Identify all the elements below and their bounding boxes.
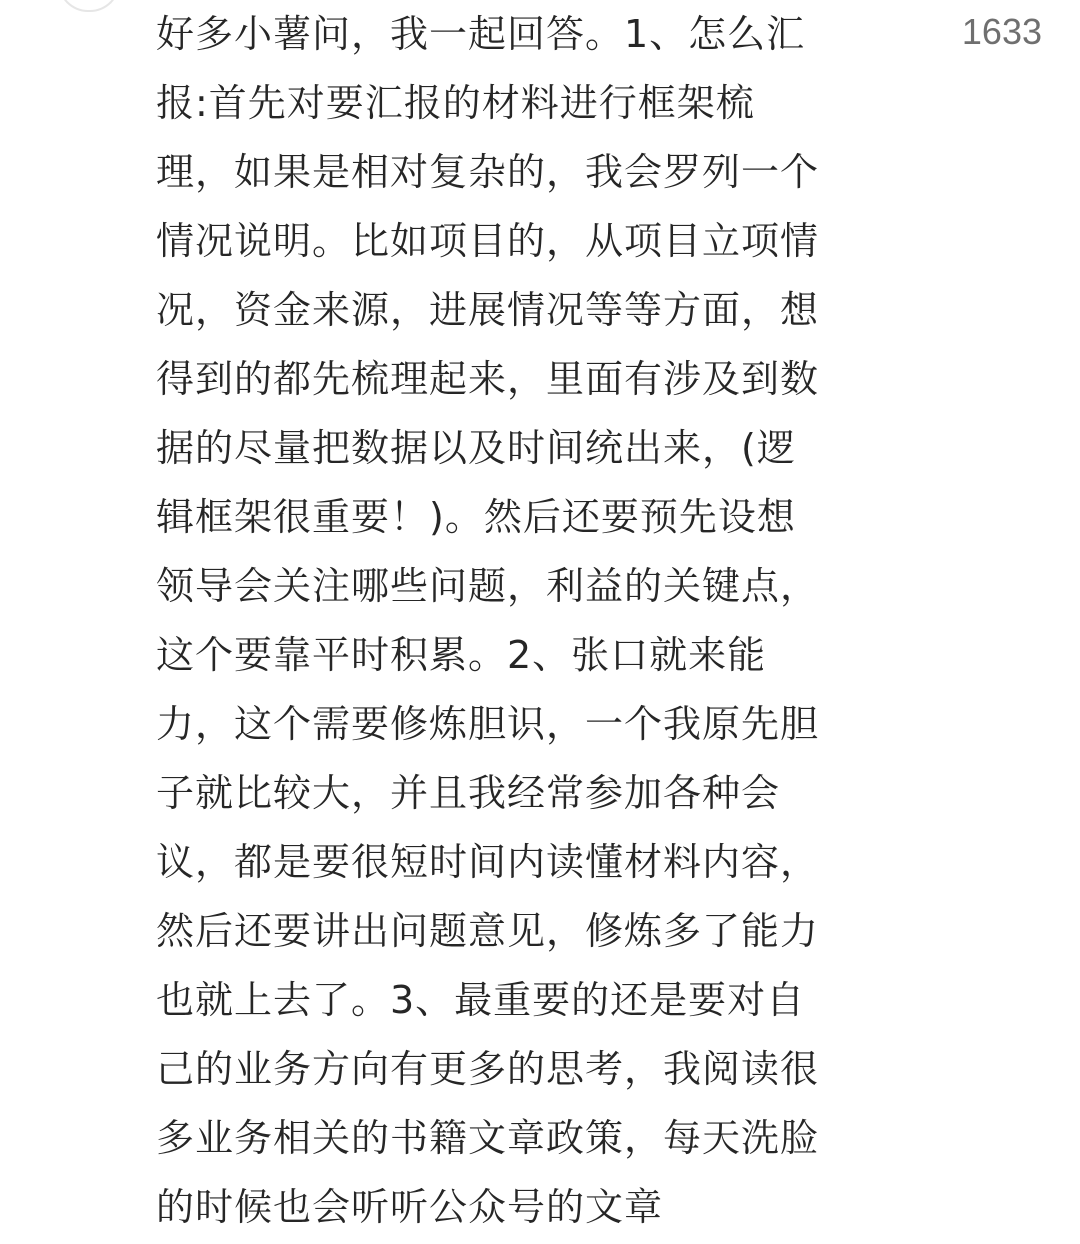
comment-line: 理，如果是相对复杂的，我会罗列一个: [156, 150, 820, 194]
comment-line: 议，都是要很短时间内读懂材料内容，: [156, 840, 820, 884]
comment-text: [156, 0, 916, 1242]
comment-line: 得到的都先梳理起来，里面有涉及到数: [156, 357, 820, 401]
comment-line: 领导会关注哪些问题，利益的关键点，: [156, 564, 820, 608]
comment-line: 然后还要讲出问题意见，修炼多了能力: [156, 909, 820, 953]
comment-line: 辑框架很重要！)。然后还要预先设想: [156, 495, 796, 539]
avatar[interactable]: [58, 0, 120, 12]
comment-line: 子就比较大，并且我经常参加各种会: [156, 771, 781, 815]
comment-line: 据的尽量把数据以及时间统出来，(逻: [156, 426, 796, 470]
comment-line: 力，这个需要修炼胆识，一个我原先胆: [156, 702, 820, 746]
comment-line: 报:首先对要汇报的材料进行框架梳: [156, 81, 755, 125]
comment-line: 好多小薯问，我一起回答。1、怎么汇: [156, 12, 806, 56]
like-count[interactable]: 1633: [961, 11, 1042, 52]
comment-line: 况，资金来源，进展情况等等方面，想: [156, 288, 820, 332]
comment-line: 也就上去了。3、最重要的还是要对自: [156, 978, 806, 1022]
comment-line: 多业务相关的书籍文章政策，每天洗脸: [156, 1116, 820, 1160]
comment-line: 己的业务方向有更多的思考，我阅读很: [156, 1047, 820, 1091]
comment-line: 情况说明。比如项目的，从项目立项情: [156, 219, 820, 263]
comment-line: 的时候也会听听公众号的文章: [156, 1185, 664, 1229]
comment-line: 这个要靠平时积累。2、张口就来能: [156, 633, 767, 677]
